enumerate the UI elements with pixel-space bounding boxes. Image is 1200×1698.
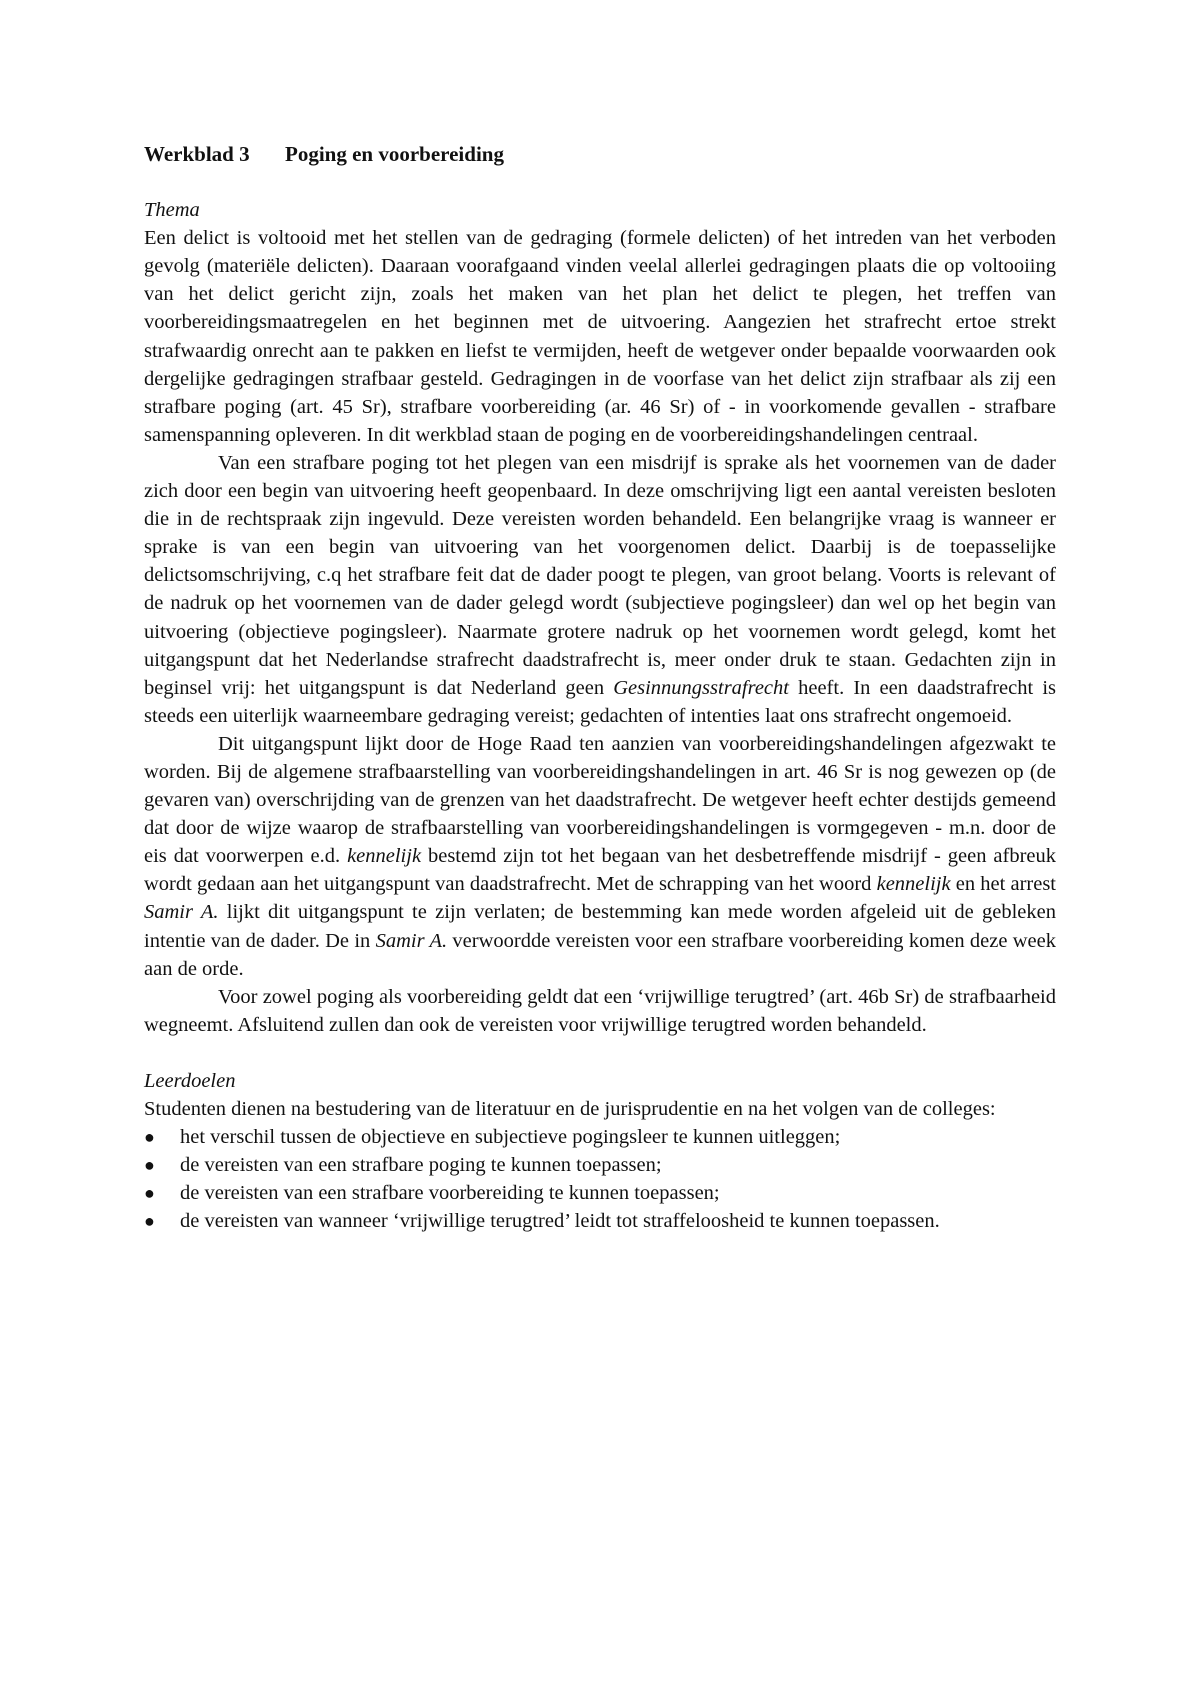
- thema-paragraph-3-part-d: lijkt dit uitgangspunt te zijn verlaten; de bestemming kan mede worden afgeleid uit de gebleken intentie van de dader. De in: [144, 901, 1056, 952]
- list-item: [144, 1151, 1056, 1179]
- thema-paragraph-2-part-a: Van een strafbare poging tot het plegen van een misdrijf is sprake als het voornemen van de dader zich door een begin van uitvoering heeft geopenbaard. In deze omschrijving ligt een aantal vereisten besloten die in de rechtspraak zijn ingevuld. Deze vereisten worden behandeld. Een belangrijke vraag is wanneer er sprake is van een begin van uitvoering van het voorgenomen delict. Daarbij is de toepasselijke delictsomschrijving, c.q het strafbare feit dat de dader poogt te plegen, van groot belang. Voorts is relevant of de nadruk op het voornemen van de dader gelegd wordt (subjectieve pogingsleer) dan wel op het begin van uitvoering (objectieve pogingsleer). Naarmate grotere nadruk op het voornemen wordt gelegd, komt het uitgangspunt dat het Nederlandse strafrecht daadstrafrecht is, meer onder druk te staan. Gedachten zijn in beginsel vrij: het uitgangspunt is dat Nederland geen: [144, 451, 1056, 699]
- thema-paragraph-2-italic: Gesinnungsstrafrecht: [613, 676, 789, 699]
- document-page: [144, 140, 1056, 1235]
- list-item-text: de vereisten van een strafbare poging te kunnen toepassen;: [180, 1154, 662, 1177]
- thema-heading: Thema: [144, 199, 200, 222]
- thema-paragraph-3-part-e: verwoordde vereisten voor een strafbare voorbereiding komen deze week aan de orde.: [144, 929, 1057, 980]
- thema-paragraph-3-italic-4: Samir A.: [375, 929, 448, 952]
- bullet-icon: ●: [144, 1211, 155, 1232]
- thema-paragraph-3-part-a: Dit uitgangspunt lijkt door de Hoge Raad ten aanzien van voorbereidingshandelingen afgezwakt te worden. Bij de algemene strafbaarstelling van voorbereidingshandelingen in art. 46 Sr is nog gewezen op (de gevaren van) overschrijding van de grenzen van het daadstrafrecht. De wetgever heeft echter destijds gemeend dat door de wijze waarop de strafbaarstelling van voorbereidingshandelingen is vormgegeven - m.n. door de eis dat voorwerpen e.d.: [144, 732, 1056, 868]
- thema-paragraph-2-part-b: heeft. In een daadstrafrecht is steeds een uiterlijk waarneembare gedraging vereist; gedachten of intenties laat ons strafrecht ongemoeid.: [144, 676, 1056, 727]
- thema-paragraph-3-part-c: en het arrest: [950, 873, 1056, 896]
- bullet-icon: ●: [144, 1127, 155, 1148]
- thema-paragraph-2: [144, 449, 1056, 730]
- list-item-text: de vereisten van wanneer ‘vrijwillige terugtred’ leidt tot straffeloosheid te kunnen toepassen.: [180, 1210, 940, 1233]
- thema-paragraph-4: Voor zowel poging als voorbereiding geldt dat een ‘vrijwillige terugtred’ (art. 46b Sr) de strafbaarheid wegneemt. Afsluitend zullen dan ook de vereisten voor vrijwillige terugtred worden behandeld.: [144, 985, 1056, 1036]
- worksheet-title: Poging en voorbereiding: [285, 142, 504, 166]
- thema-paragraph-3-part-b: bestemd zijn tot het begaan van het desbetreffende misdrijf - geen afbreuk wordt gedaan aan het uitgangspunt van daadstrafrecht. Met de schrapping van het woord: [144, 845, 1056, 896]
- bullet-icon: ●: [144, 1183, 155, 1204]
- list-item: [144, 1179, 1056, 1207]
- leerdoelen-intro: Studenten dienen na bestudering van de literatuur en de jurisprudentie en na het volgen van de colleges:: [144, 1098, 996, 1120]
- list-item-text: het verschil tussen de objectieve en subjectieve pogingsleer te kunnen uitleggen;: [180, 1126, 841, 1149]
- thema-paragraph-1: Een delict is voltooid met het stellen van de gedraging (formele delicten) of het intreden van het verboden gevolg (materiële delicten). Daaraan voorafgaand vinden veelal allerlei gedragingen plaats die op voltooiing van het delict gericht zijn, zoals het maken van het plan het delict te plegen, het treffen van voorbereidingsmaatregelen en het beginnen met de uitvoering. Aangezien het strafrecht ertoe strekt strafwaardig onrecht aan te pakken en liefst te vermijden, heeft de wetgever onder bepaalde voorwaarden ook dergelijke gedragingen strafbaar gesteld. Gedragingen in de voorfase van het delict zijn strafbaar als zij een strafbare poging (art. 45 Sr), strafbare voorbereiding (ar. 46 Sr) of - in voorkomende gevallen - strafbare samenspanning opleveren. In dit werkblad staan de poging en de voorbereidingshandelingen centraal.: [144, 227, 1056, 446]
- thema-paragraph-3: [144, 730, 1056, 983]
- leerdoelen-list: [144, 1123, 1056, 1235]
- thema-paragraph-3-italic-2: kennelijk: [876, 873, 951, 896]
- list-item-text: de vereisten van een strafbare voorbereiding te kunnen toepassen;: [180, 1182, 720, 1205]
- section-spacer: [144, 1039, 1056, 1067]
- leerdoelen-heading: Leerdoelen: [144, 1069, 236, 1092]
- worksheet-heading: [144, 140, 1056, 168]
- thema-paragraph-3-italic-1: kennelijk: [347, 845, 422, 868]
- worksheet-number: Werkblad 3: [144, 142, 250, 166]
- list-item: [144, 1123, 1056, 1151]
- thema-paragraph-3-italic-3: Samir A.: [144, 901, 219, 924]
- bullet-icon: ●: [144, 1155, 155, 1176]
- list-item: [144, 1207, 1056, 1235]
